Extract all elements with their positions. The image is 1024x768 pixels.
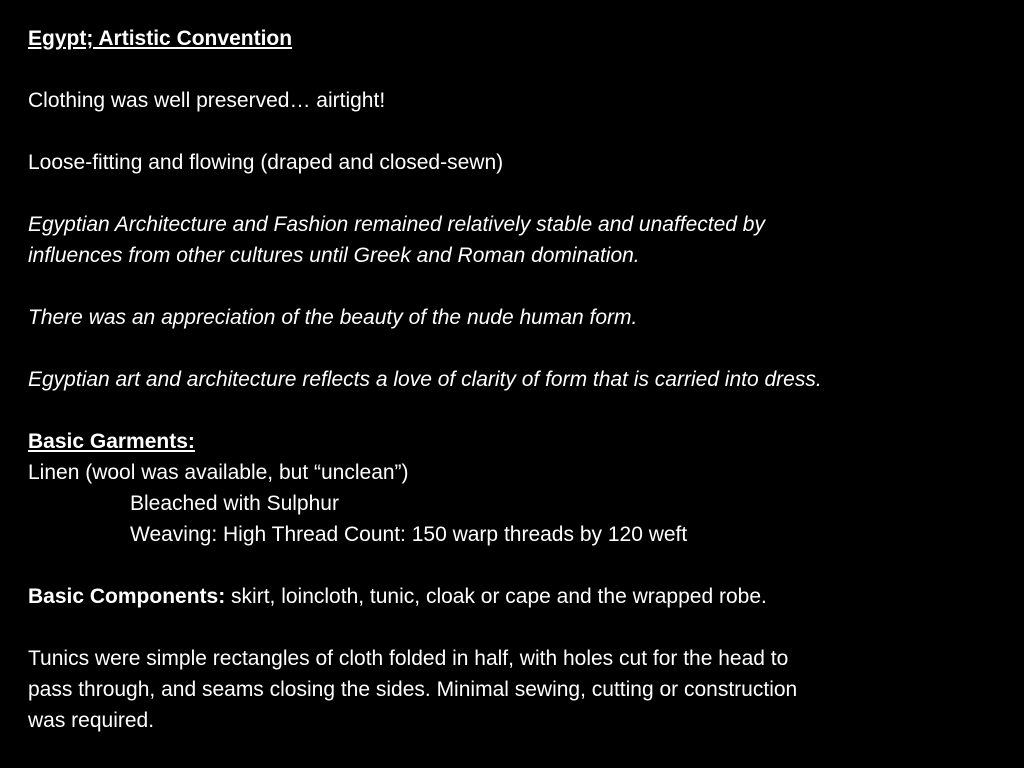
spacer	[28, 178, 1004, 209]
spacer	[28, 395, 1004, 426]
linen-text: Linen (wool was available, but “unclean”)	[28, 461, 409, 484]
spacer	[28, 271, 1004, 302]
clothing-preserved-text: Clothing was well preserved… airtight!	[28, 89, 386, 112]
spacer	[28, 333, 1004, 364]
clarity-of-form-text: Egyptian art and architecture reflects a love of clarity of form that is carried into dress.	[28, 368, 822, 391]
basic-components-label: Basic Components:	[28, 585, 226, 608]
spacer	[28, 54, 1004, 85]
bleached-text: Bleached with Sulphur	[130, 492, 339, 515]
loose-fitting-text: Loose-fitting and flowing (draped and closed-sewn)	[28, 151, 504, 174]
spacer	[28, 116, 1004, 147]
tunics-text-line3: was required.	[28, 709, 155, 732]
spacer	[28, 612, 1004, 643]
basic-components-line	[28, 581, 1004, 612]
weaving-text: Weaving: High Thread Count: 150 warp threads by 120 weft	[130, 523, 688, 546]
architecture-fashion-text-line2: influences from other cultures until Greek and Roman domination.	[28, 244, 640, 267]
spacer	[28, 550, 1004, 581]
nude-form-text: There was an appreciation of the beauty of the nude human form.	[28, 306, 638, 329]
basic-garments-heading: Basic Garments:	[28, 430, 195, 453]
slide-title: Egypt; Artistic Convention	[28, 27, 293, 50]
tunics-text-line2: pass through, and seams closing the sides. Minimal sewing, cutting or construction	[28, 678, 798, 701]
architecture-fashion-text-line1: Egyptian Architecture and Fashion remained relatively stable and unaffected by	[28, 213, 765, 236]
tunics-text-line1: Tunics were simple rectangles of cloth folded in half, with holes cut for the head to	[28, 647, 789, 670]
basic-components-text: skirt, loincloth, tunic, cloak or cape and the wrapped robe.	[225, 585, 767, 608]
